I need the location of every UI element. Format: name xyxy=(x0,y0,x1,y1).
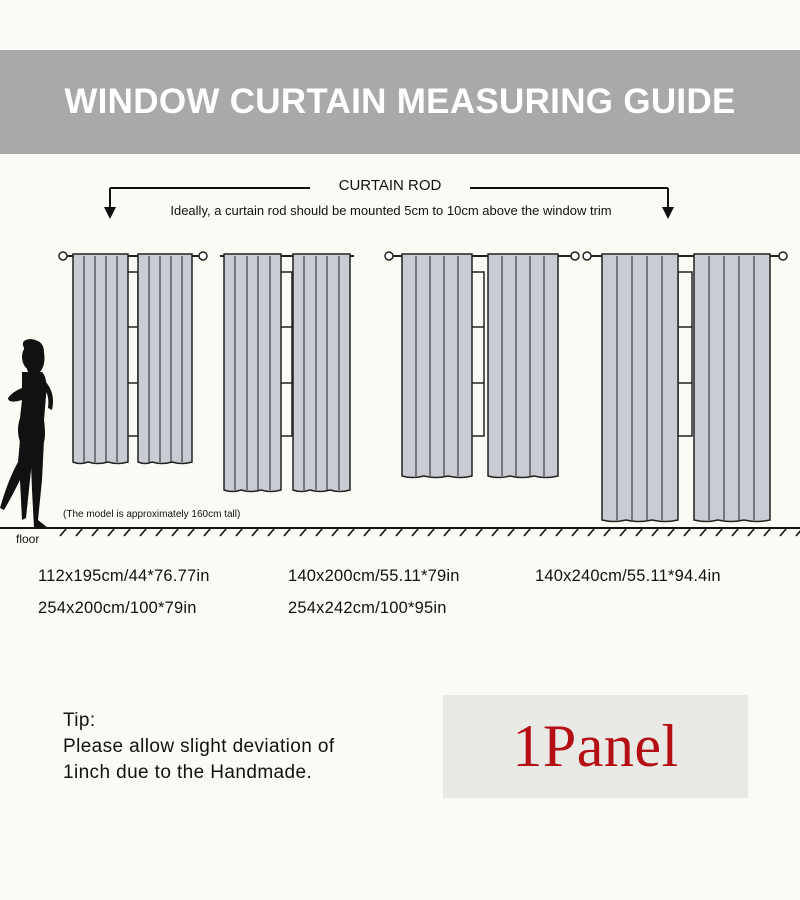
panel-count-badge xyxy=(443,695,748,798)
tip-line-1: Please allow slight deviation of xyxy=(63,736,335,757)
model-height-note: (The model is approximately 160cm tall) xyxy=(63,509,241,520)
size-option: 112x195cm/44*76.77in xyxy=(38,567,210,585)
rod-label: CURTAIN ROD xyxy=(310,177,470,194)
panel-count-label: 1Panel xyxy=(512,713,679,779)
curtain-set-3 xyxy=(385,252,579,478)
rod-mounting-note: Ideally, a curtain rod should be mounted 5cm to 10cm above the window trim xyxy=(170,203,612,218)
size-option: 254x200cm/100*79in xyxy=(38,599,197,617)
curtain-set-4 xyxy=(583,252,787,522)
tip-title: Tip: xyxy=(63,710,96,731)
curtain-set-2 xyxy=(220,254,354,492)
floor-hatching xyxy=(60,529,800,536)
size-option: 140x240cm/55.11*94.4in xyxy=(535,567,721,585)
curtain-set-1 xyxy=(59,252,207,464)
size-option: 254x242cm/100*95in xyxy=(288,599,447,617)
rod-arrow-left-head xyxy=(104,207,116,219)
model-silhouette xyxy=(0,339,53,528)
page-title: WINDOW CURTAIN MEASURING GUIDE xyxy=(64,82,736,121)
floor-label: floor xyxy=(16,532,40,546)
size-option: 140x200cm/55.11*79in xyxy=(288,567,460,585)
tip-line-2: 1inch due to the Handmade. xyxy=(63,762,313,783)
